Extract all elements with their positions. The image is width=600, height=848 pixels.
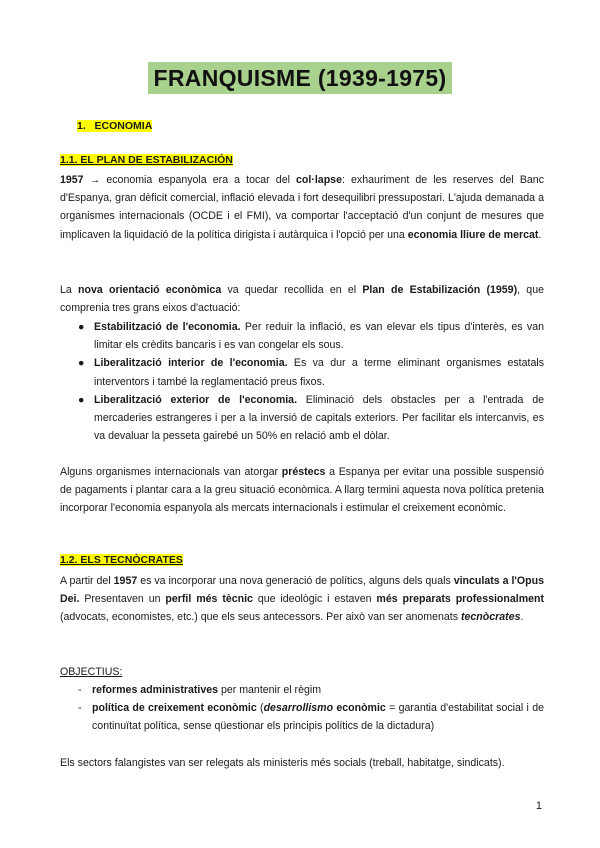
page-number: 1 (535, 800, 542, 812)
subsection-heading-plan (60, 154, 233, 166)
paragraph-1957: 1957 → economia espanyola era a tocar del col·lapse: exhauriment de les reserves del Banc d'Espanya, gran dèficit comercial, inflació elevada i fort desequilibri pressupostari. L'ajuda demanada a organismes internacionals (OCDE i el FMI), va comportar l'acceptació d'un conjunt de mesures que implicaven la liquidació de la política dirigista i autàrquica i l'opció per una economia lliure de mercat. (60, 174, 544, 241)
section-label: ECONOMIA (94, 120, 153, 132)
subsection-heading-text: 1.1. EL PLAN DE ESTABILIZACIÓN (60, 154, 233, 166)
title-wrapper (0, 62, 600, 94)
subsection-heading-tecnocrates (60, 554, 183, 566)
section-number: 1. (77, 120, 86, 132)
list-item: - política de creixement econòmic (desarrollismo econòmic = garantia d'estabilitat social i de continuïtat política, sense qüestionar els principis polítics de la dictadura) (78, 699, 544, 735)
section-heading-economia (77, 120, 152, 132)
objectius-heading: OBJECTIUS: (60, 666, 123, 678)
bullet-icon: ● (78, 321, 85, 333)
list-item: ● Liberalització exterior de l'economia. Eliminació dels obstacles per a l'entrada de mercaderies estrangeres i per a la inversió de capitals exteriors. Per facilitar els intercanvis, es va devaluar la pesseta gairebé un 50% en relació amb el dòlar. (78, 391, 544, 446)
year-1957: 1957 → (60, 174, 101, 186)
subsection-heading-text: 1.2. ELS TECNÒCRATES (60, 554, 183, 566)
list-item: - reformes administratives per mantenir el règim (78, 681, 544, 699)
document-title: FRANQUISME (1939-1975) (148, 62, 453, 94)
paragraph-prestecs: Alguns organismes internacionals van atorgar préstecs a Espanya per evitar una possible suspensió de pagaments i plantar cara a la greu situació econòmica. A llarg termini aquesta nova política pretenia incorporar l'economia espanyola als mercats internacionals i estimular el creixement econòmic. (60, 466, 545, 515)
paragraph-nova-orientacio: La nova orientació econòmica va quedar recollida en el Plan de Estabilización (1959), que comprenia tres grans eixos d'actuació: (60, 284, 544, 315)
objectius-list (78, 681, 544, 736)
dash-icon: - (78, 684, 82, 696)
bullet-icon: ● (78, 393, 85, 406)
bullet-icon: ● (78, 357, 85, 370)
paragraph-tecnocrates: A partir del 1957 es va incorporar una nova generació de polítics, alguns dels quals vinculats a l'Opus Dei. Presentaven un perfil més tècnic que ideològic i estaven més preparats professionalment (advocats, economistes, etc.) que els seus antecessors. Per això van ser anomenats tecnòcrates. (60, 575, 545, 624)
dash-icon: - (78, 702, 82, 715)
list-item: ● Liberalització interior de l'economia. Es va dur a terme eliminant organismes estatals interventors i també la reglamentació preus fixos. (78, 354, 544, 390)
paragraph-falangistes: Els sectors falangistes van ser relegats als ministeris més socials (treball, habitatge, sindicats). (60, 757, 505, 769)
list-item: ● Estabilització de l'economia. Per reduir la inflació, es van elevar els tipus d'interès, es van limitar els crèdits bancaris i es van congelar els sous. (78, 318, 544, 354)
bullet-list (78, 318, 544, 445)
